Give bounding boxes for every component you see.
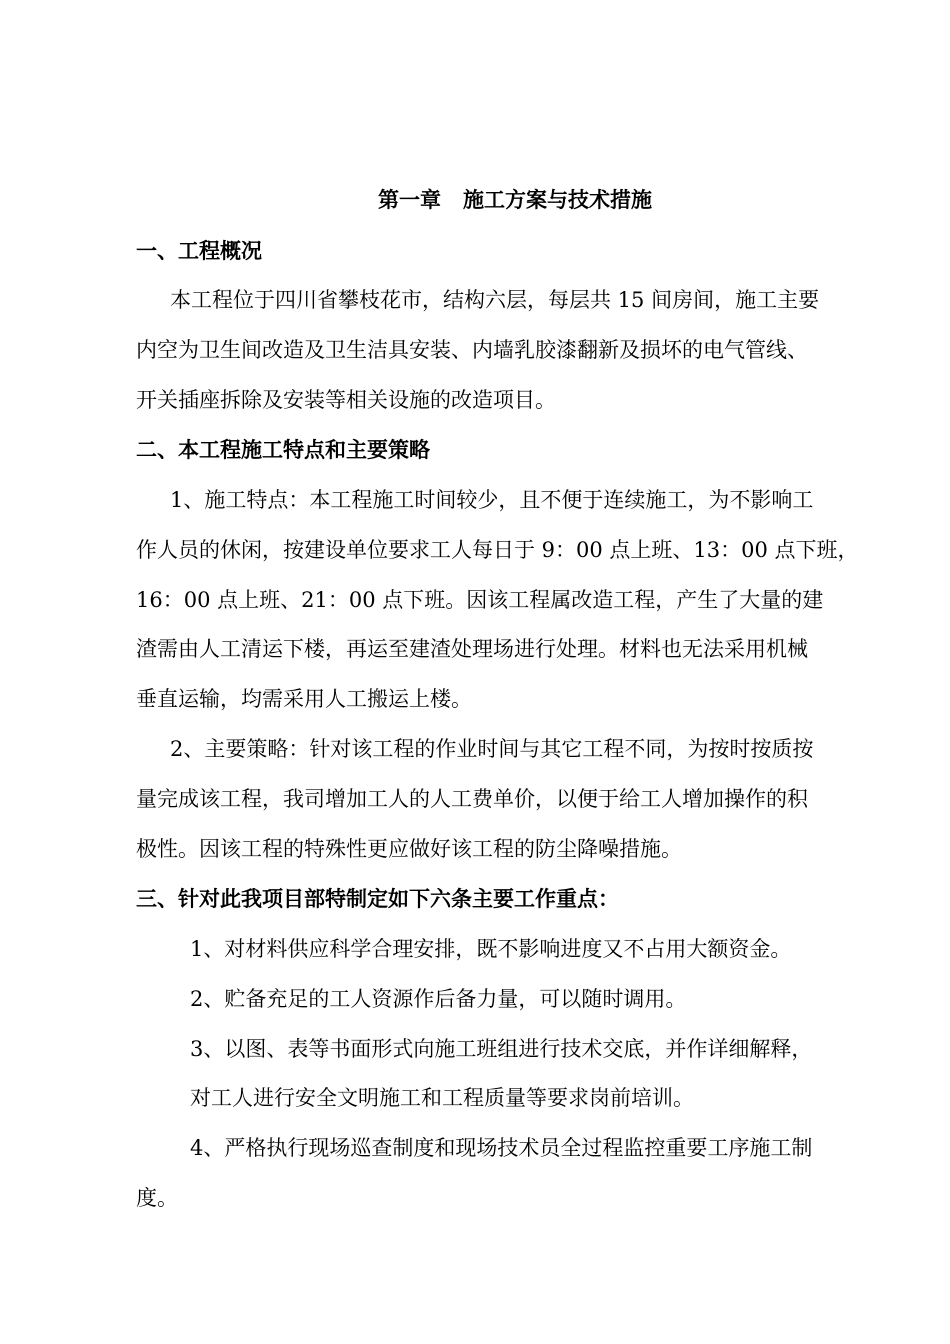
list-item: 4、严格执行现场巡查制度和现场技术员全过程监控重要工序施工制	[190, 1136, 813, 1160]
paragraph-line: 1、施工特点：本工程施工时间较少，且不便于连续施工，为不影响工	[170, 488, 814, 512]
paragraph-line: 开关插座拆除及安装等相关设施的改造项目。	[136, 388, 556, 412]
paragraph-line: 16：00 点上班、21：00 点下班。因该工程属改造工程，产生了大量的建	[136, 588, 824, 612]
paragraph-line: 极性。因该工程的特殊性更应做好该工程的防尘降噪措施。	[136, 837, 682, 861]
paragraph-line: 内空为卫生间改造及卫生洁具安装、内墙乳胶漆翻新及损坏的电气管线、	[136, 338, 808, 362]
paragraph-line: 垂直运输，均需采用人工搬运上楼。	[136, 687, 472, 711]
list-item-continuation: 对工人进行安全文明施工和工程质量等要求岗前培训。	[190, 1086, 694, 1110]
paragraph-line: 2、主要策略：针对该工程的作业时间与其它工程不同，为按时按质按	[170, 737, 814, 761]
paragraph-line: 本工程位于四川省攀枝花市，结构六层，每层共 15 间房间，施工主要	[170, 288, 820, 312]
paragraph-line: 渣需由人工清运下楼，再运至建渣处理场进行处理。材料也无法采用机械	[136, 637, 808, 661]
paragraph-line: 量完成该工程，我司增加工人的人工费单价，以便于给工人增加操作的积	[136, 787, 808, 811]
list-item: 3、以图、表等书面形式向施工班组进行技术交底，并作详细解释，	[190, 1037, 813, 1061]
section-heading-3: 三、针对此我项目部特制定如下六条主要工作重点：	[136, 886, 619, 911]
chapter-heading: 施工方案与技术措施	[463, 187, 652, 212]
chapter-title	[0, 187, 950, 213]
section-heading-1: 一、工程概况	[136, 238, 262, 263]
chapter-label: 第一章	[378, 187, 441, 212]
list-item-continuation: 度。	[136, 1186, 178, 1210]
list-item: 1、对材料供应科学合理安排，既不影响进度又不占用大额资金。	[190, 937, 792, 961]
section-heading-2: 二、本工程施工特点和主要策略	[136, 437, 430, 462]
list-item: 2、贮备充足的工人资源作后备力量，可以随时调用。	[190, 987, 687, 1011]
paragraph-line: 作人员的休闲，按建设单位要求工人每日于 9：00 点上班、13：00 点下班，	[136, 538, 859, 562]
